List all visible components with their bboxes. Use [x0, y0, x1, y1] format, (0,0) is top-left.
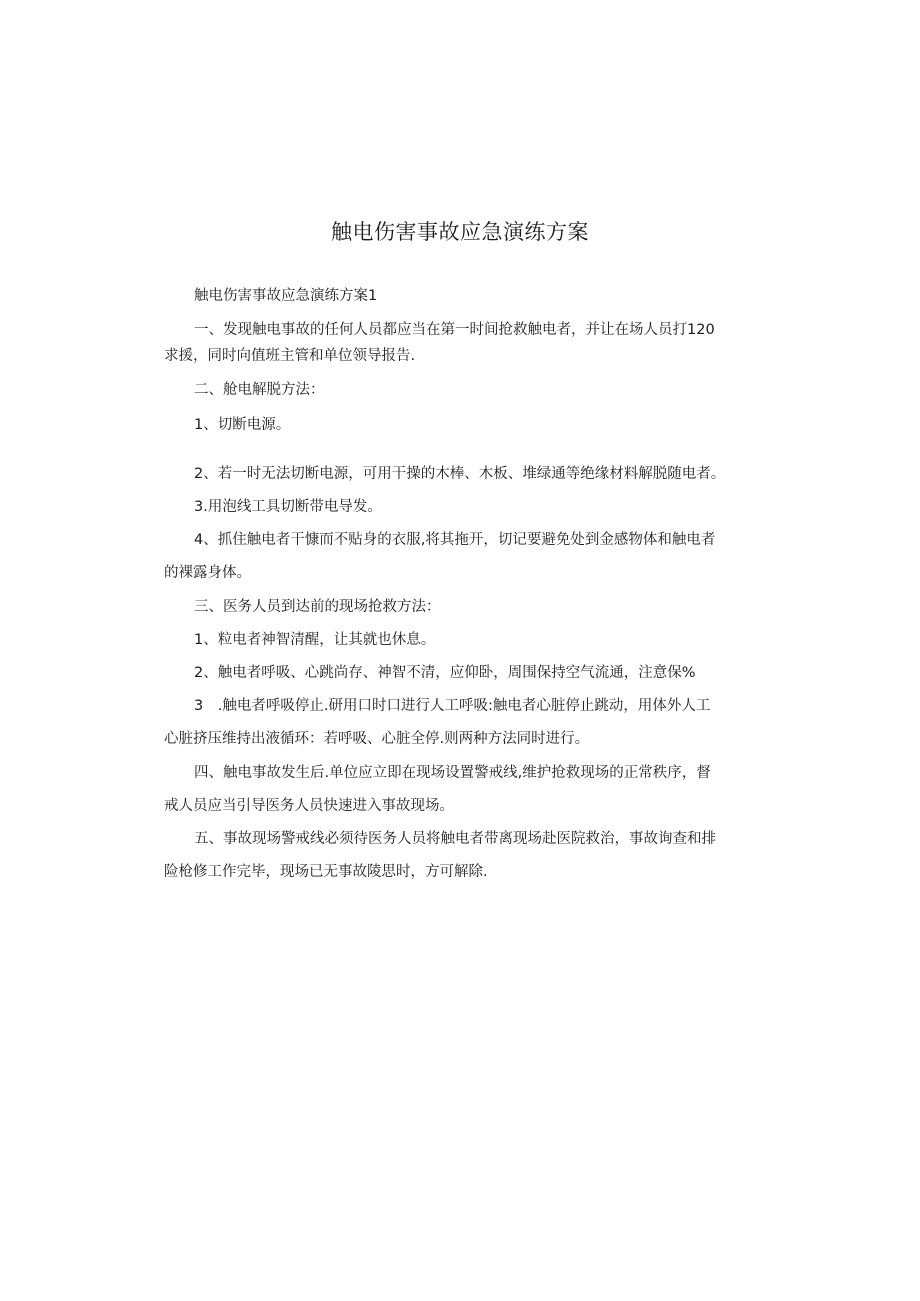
list-item-continuation: 的裸露身体。 [164, 565, 251, 581]
paragraph-line: 戒人员应当引导医务人员快速进入事故现场。 [164, 798, 454, 814]
list-item: 2、若一时无法切断电源，可用干操的木棒、木板、堆绿通等绝缘材料解脱随电者。 [194, 466, 726, 482]
paragraph-line: 五、事故现场警戒线必须待医务人员将触电者带离现场赴医院救治，事故询查和排 [194, 831, 716, 847]
document-subtitle: 触电伤害事故应急演练方案1 [194, 288, 378, 304]
list-item: 3 .触电者呼吸停止.研用口时口进行人工呼吸:触电者心脏停止跳动，用体外人工 [194, 698, 711, 714]
paragraph-line: 险枪修工作完毕，现场已无事故陵思时，方可解除. [164, 864, 488, 880]
list-item-continuation: 心脏挤压维持出液循环：若呼吸、心脏全停.则两种方法同时进行。 [164, 731, 590, 747]
list-item: 3.用泡线工具切断带电导发。 [194, 499, 382, 515]
document-title: 触电伤害事故应急演练方案 [331, 220, 589, 244]
list-item: 2、触电者呼吸、心跳尚存、神智不清，应仰卧，周围保持空气流通，注意保% [194, 665, 696, 681]
list-item: 4、抓住触电者干慷而不贴身的衣服,将其拖开，切记要避免处到金感物体和触电者 [194, 532, 716, 548]
list-item: 1、切断电源。 [194, 417, 291, 433]
list-item: 1、粒电者神智清醒，让其就也休息。 [194, 632, 436, 648]
paragraph-line: 一、发现触电事故的任何人员都应当在第一时间抢救触电者，并让在场人员打120 [194, 322, 715, 338]
section-heading: 三、医务人员到达前的现场抢救方法： [194, 599, 441, 615]
section-heading: 二、舱电解脱方法： [194, 382, 325, 398]
paragraph-line: 四、触电事故发生后.单位应立即在现场设置警戒线,维护抢救现场的正常秩序，督 [194, 765, 711, 781]
paragraph-line: 求援，同时向值班主管和单位领导报告. [164, 348, 416, 364]
